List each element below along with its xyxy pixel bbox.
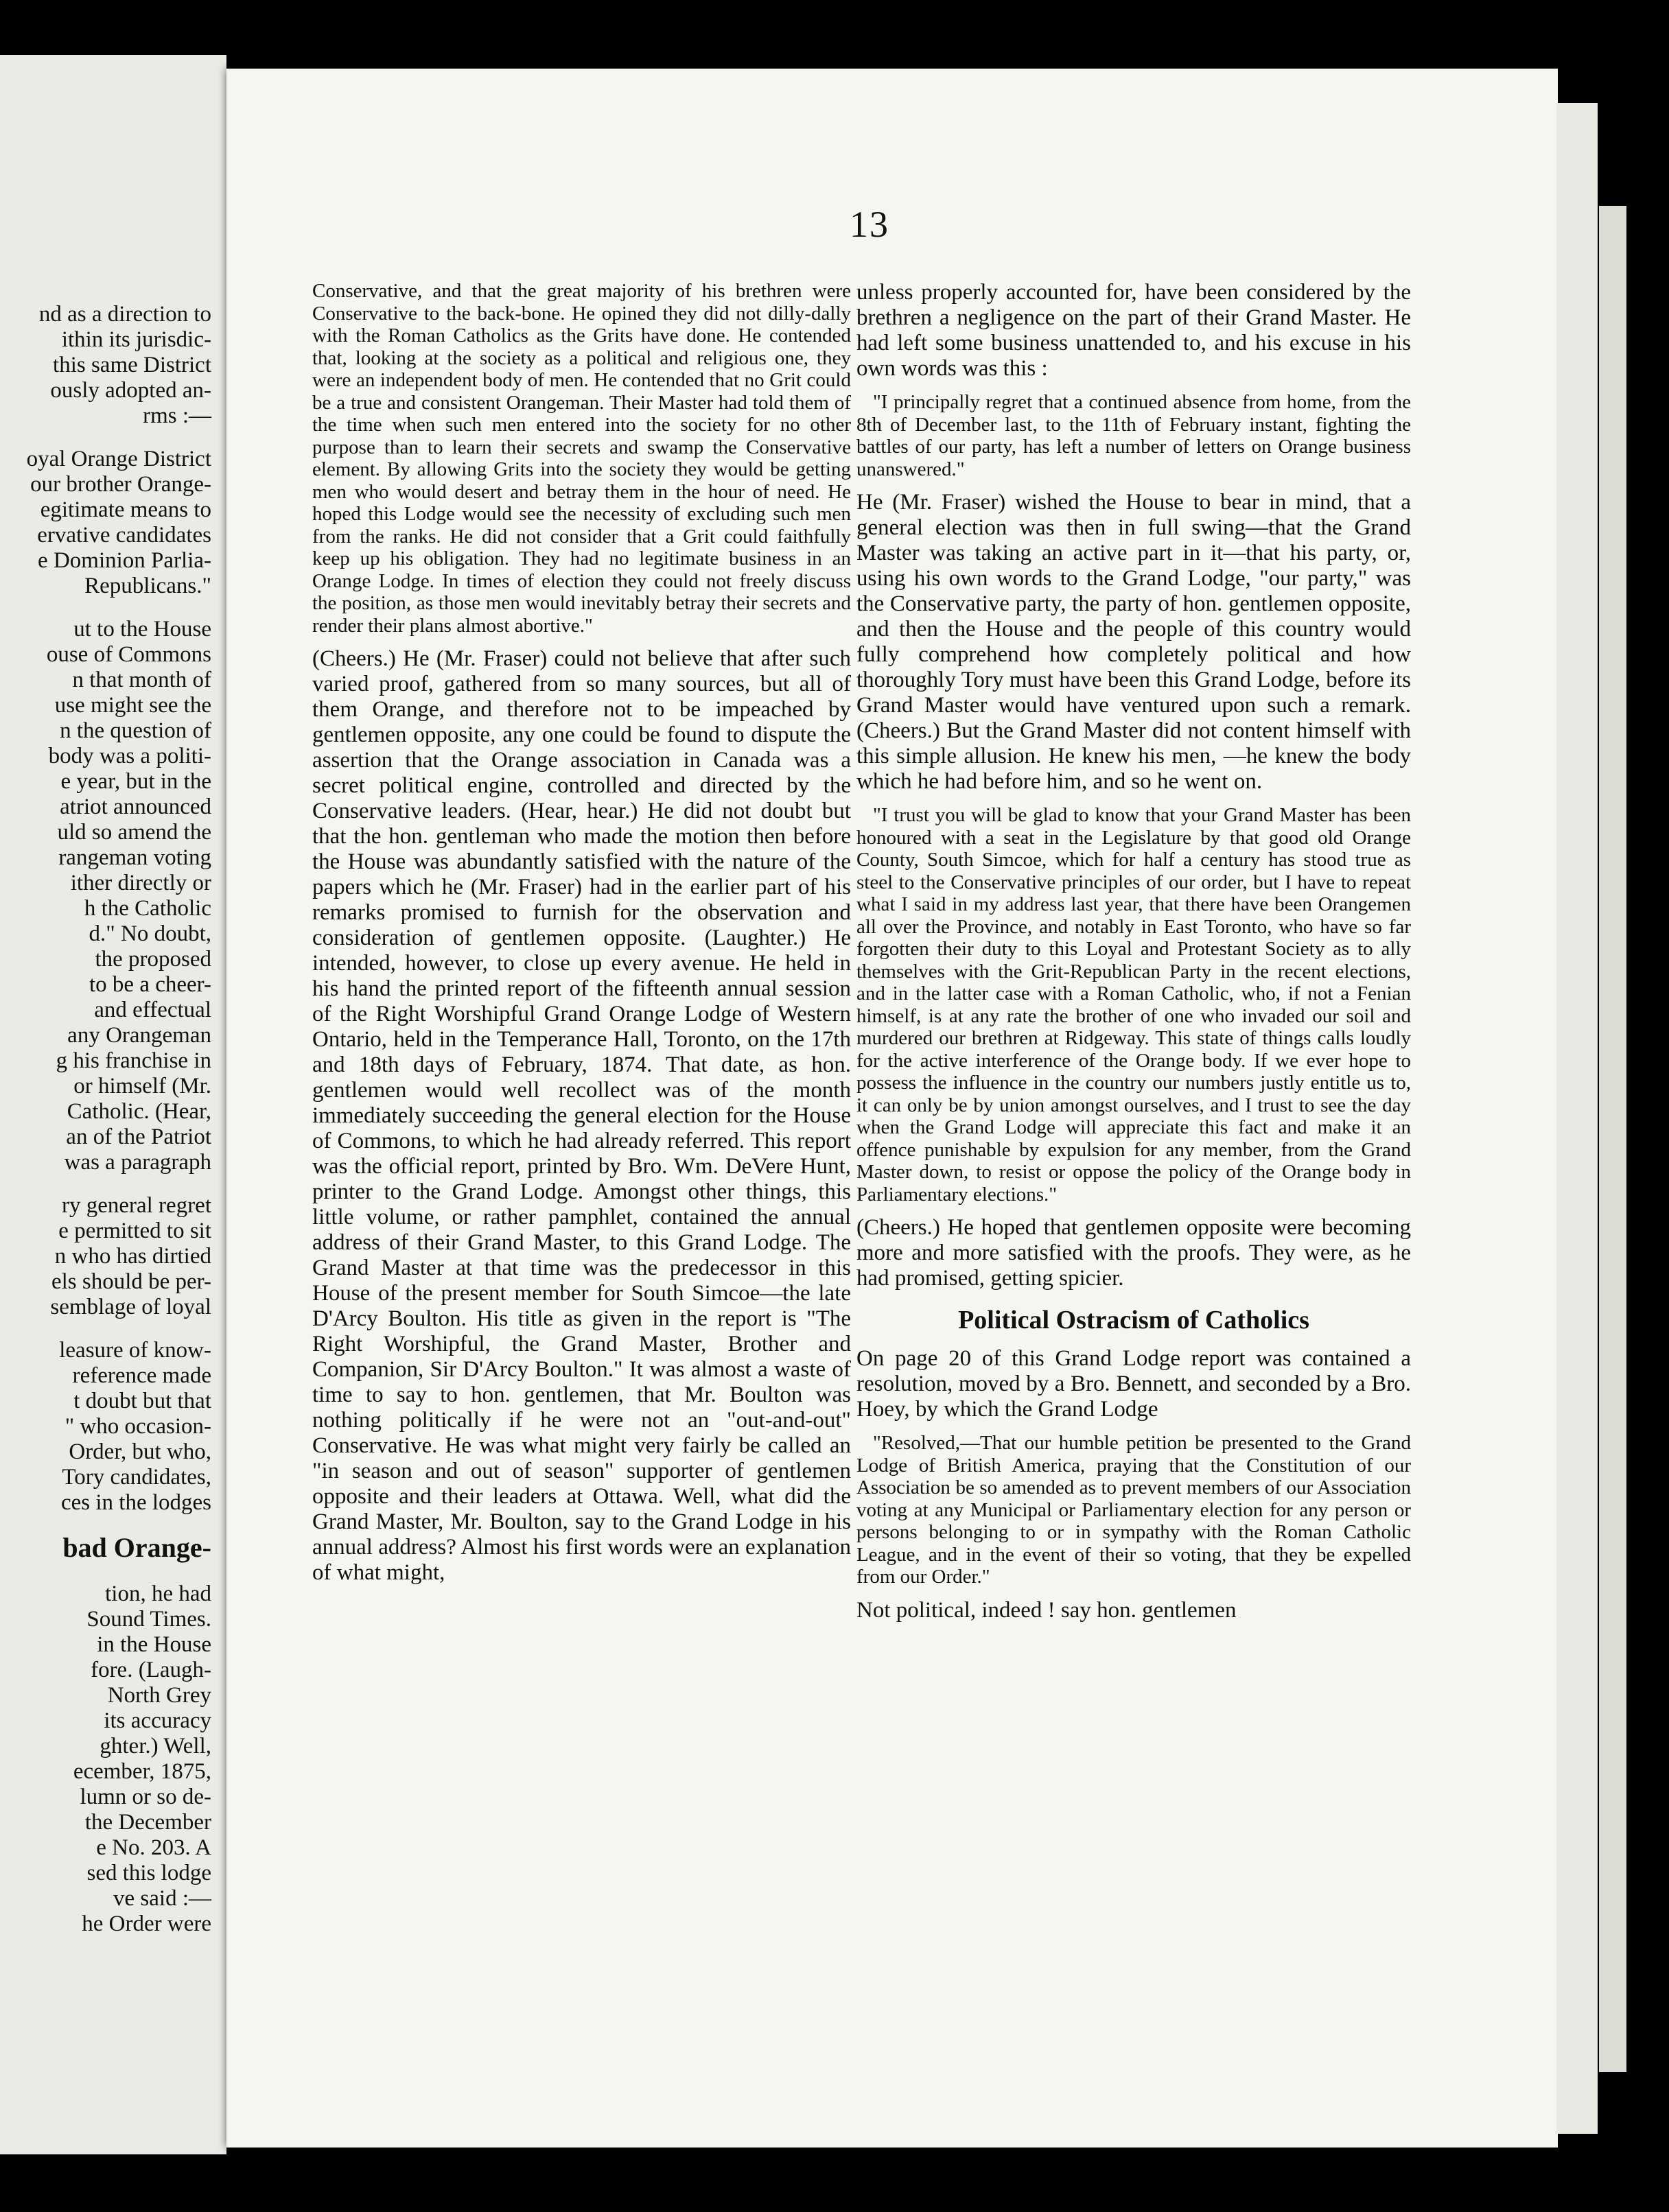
prev-page-line: an of the Patriot: [66, 1125, 211, 1149]
prev-page-line: ve said :—: [113, 1886, 211, 1911]
prev-page-line: n the question of: [60, 718, 211, 743]
prev-page-line: h the Catholic: [84, 896, 211, 921]
prev-page-line: n that month of: [72, 668, 211, 692]
prev-page-line: oyal Orange District: [26, 447, 211, 471]
body-paragraph: (Cheers.) He hoped that gentlemen opposite were becoming more and more satisfied with the proofs. They were, as he had promised, getting spicier.: [856, 1215, 1411, 1291]
prev-page-line: n who has dirtied: [54, 1244, 211, 1269]
prev-page-line: in the House: [97, 1632, 211, 1657]
prev-page-line: ervative candidates: [37, 523, 211, 548]
prev-page-line: " who occasion-: [65, 1414, 211, 1439]
prev-page-line: rms :—: [143, 403, 211, 428]
prev-page-line: nd as a direction to: [38, 302, 211, 327]
prev-page-line: leasure of know-: [59, 1338, 211, 1363]
prev-page-line: he Order were: [82, 1911, 211, 1936]
prev-page-block-b: [0, 447, 226, 599]
prev-page-line: Republicans.": [84, 574, 211, 598]
prev-page-line: t doubt but that: [73, 1389, 211, 1413]
prev-page-line: rangeman voting: [58, 845, 211, 870]
prev-page-block-f: [0, 1581, 226, 1937]
column-left: [312, 280, 851, 1586]
column-right: [856, 280, 1411, 1623]
previous-page-fragment: [0, 55, 226, 2154]
prev-page-line: Sound Times.: [86, 1607, 211, 1632]
prev-page-line: ut to the House: [73, 617, 211, 642]
page-edge-2: [1599, 206, 1626, 2072]
prev-page-block-d: [0, 1193, 226, 1320]
section-heading: Political Ostracism of Catholics: [958, 1306, 1309, 1334]
prev-page-line: any Orangeman: [67, 1023, 211, 1048]
prev-page-heading: bad Orange-: [62, 1532, 211, 1563]
body-paragraph: Not political, indeed ! say hon. gentlemen: [856, 1597, 1237, 1623]
prev-page-block-a: [0, 302, 226, 429]
prev-page-block-e: [0, 1338, 226, 1516]
page-edge: [1556, 103, 1598, 2134]
prev-page-line: ously adopted an-: [50, 378, 211, 403]
prev-page-line: our brother Orange-: [30, 472, 211, 497]
prev-page-line: the proposed: [95, 947, 211, 972]
prev-page-line: uld so amend the: [57, 820, 211, 845]
prev-page-line: or himself (Mr.: [73, 1074, 211, 1098]
page-number: 13: [850, 204, 889, 245]
prev-page-line: to be a cheer-: [89, 972, 211, 997]
prev-page-line: e permitted to sit: [58, 1219, 211, 1243]
prev-page-line: els should be per-: [51, 1269, 211, 1294]
prev-page-line: Tory candidates,: [62, 1465, 211, 1490]
body-paragraph: He (Mr. Fraser) wished the House to bear in mind, that a general election was then in full swing—that the Grand Master was taking an active part in it—that his party, or, using his own words to the Grand Lodge, "our party," was the Conservative party, the party of hon. gentlemen opposite, and then the House and the people of this country would fully comprehend how completely political and how thoroughly Tory must have been this Grand Lodge, before its Grand Master would have ventured upon such a remark. (Cheers.) But the Grand Master did not content himself with this simple allusion. He knew his men, —he knew the body which he had before him, and so he went on.: [856, 490, 1411, 794]
prev-page-line: North Grey: [107, 1683, 211, 1708]
prev-page-line: ither directly or: [70, 871, 211, 895]
prev-page-line: g his franchise in: [56, 1048, 211, 1073]
prev-page-line: egitimate means to: [40, 497, 211, 522]
prev-page-line: e No. 203. A: [96, 1835, 211, 1860]
prev-page-line: e year, but in the: [60, 769, 211, 794]
prev-page-line: ouse of Commons: [46, 642, 211, 667]
prev-page-line: fore. (Laugh-: [91, 1658, 211, 1682]
prev-page-line: this same District: [53, 353, 211, 377]
prev-page-line: tion, he had: [105, 1581, 211, 1606]
body-paragraph: On page 20 of this Grand Lodge report was contained a resolution, moved by a Bro. Bennett, and seconded by a Bro. Hoey, by which the Grand Lodge: [856, 1346, 1411, 1422]
block-quote: "Resolved,—That our humble petition be presented to the Grand Lodge of British America, praying that the Constitution of our Association be so amended as to prevent members of our Association voting at any Municipal or Parliamentary election for any person or persons belonging to or in sympathy with the Roman Catholic League, and in the event of their so voting, that they be expelled from our Order.": [856, 1432, 1411, 1588]
prev-page-line: ghter.) Well,: [100, 1734, 211, 1758]
prev-page-line: Order, but who,: [69, 1439, 211, 1464]
prev-page-line: ry general regret: [61, 1193, 211, 1218]
block-quote: "I principally regret that a continued absence from home, from the 8th of December last, to the 11th of February instant, fighting the battles of our party, has left a number of letters on Orange business unanswered.": [856, 391, 1411, 480]
prev-page-line: ecember, 1875,: [73, 1759, 211, 1784]
prev-page-line: sed this lodge: [86, 1861, 211, 1885]
prev-page-line: and effectual: [94, 998, 211, 1022]
prev-page-line: ces in the lodges: [60, 1490, 211, 1515]
prev-page-line: lumn or so de-: [80, 1785, 211, 1809]
prev-page-block-c: [0, 617, 226, 1175]
prev-page-line: body was a politi-: [48, 744, 211, 768]
prev-page-line: e Dominion Parlia-: [38, 548, 211, 573]
prev-page-line: was a paragraph: [64, 1150, 211, 1175]
prev-page-line: atriot announced: [60, 795, 211, 819]
body-paragraph: (Cheers.) He (Mr. Fraser) could not believe that after such varied proof, gathered from so many sources, but all of them Orange, and therefore not to be impeached by gentlemen opposite, any one could be found to dispute the assertion that the Orange association in Canada was a secret political engine, controlled and directed by the Conservative leaders. (Hear, hear.) He did not doubt but that the hon. gentleman who made the motion then before the House was abundantly satisfied with the nature of the papers which he (Mr. Fraser) had in the earlier part of his remarks promised to furnish for the observation and consideration of gentlemen opposite. (Laughter.) He intended, however, to close up every avenue. He held in his hand the printed report of the fifteenth annual session of the Right Worshipful Grand Orange Lodge of Western Ontario, held in the Temperance Hall, Toronto, on the 17th and 18th days of February, 1874. That date, as hon. gentlemen would well recollect was of the month immediately succeeding the general election for the House of Commons, to which he had already referred. This report was the official report, printed by Bro. Wm. DeVere Hunt, printer to the Grand Lodge. Amongst other things, this little volume, or rather pamphlet, contained the annual address of their Grand Master, to this Grand Lodge. The Grand Master at that time was the predecessor in this House of the present member for South Simcoe—the late D'Arcy Boulton. His title as given in the report is "The Right Worshipful, the Grand Master, Brother and Companion, Sir D'Arcy Boulton." It was almost a waste of time to say to hon. gentlemen, that Mr. Boulton was nothing politically if he were not an "out-and-out" Conservative. He was what might very fairly be called an "in season and out of season" supporter of gentlemen opposite and their leaders at Ottawa. Well, what did the Grand Master, Mr. Boulton, say to the Grand Lodge in his annual address? Almost his first words were an explanation of what might,: [312, 646, 851, 1585]
prev-page-line: d." No doubt,: [89, 921, 211, 946]
quoted-address-continuation: Conservative, and that the great majority of his brethren were Conservative to the back-bone. He opined they did not dilly-dally with the Roman Catholics as the Grits have done. He contended that, looking at the society as a political and religious one, they were an independent body of men. He contended that no Grit could be a true and consistent Orangeman. Their Master had told them of the time when such men entered into the society for no other purpose than to learn their secrets and swamp the Conservative element. By allowing Grits into the society they would be getting men who would desert and betray them in the hour of need. He hoped this Lodge would see the necessity of excluding such men from the ranks. He did not consider that a Grit could faithfully keep up his obligation. They had no legitimate business in an Orange Lodge. In times of election they could not freely discuss the position, as those men would inevitably betray their secrets and render their plans almost abortive.": [312, 280, 851, 637]
prev-page-line: ithin its jurisdic-: [61, 327, 211, 352]
prev-page-line: use might see the: [54, 693, 211, 718]
prev-page-line: the December: [84, 1810, 211, 1835]
prev-page-line: its accuracy: [104, 1708, 211, 1733]
body-paragraph: unless properly accounted for, have been considered by the brethren a negligence on the part of their Grand Master. He had left some business unattended to, and his excuse in his own words was this :: [856, 280, 1411, 381]
prev-page-line: Catholic. (Hear,: [67, 1099, 211, 1124]
prev-page-line: semblage of loyal: [50, 1295, 211, 1319]
prev-page-line: reference made: [72, 1363, 211, 1388]
block-quote: "I trust you will be glad to know that your Grand Master has been honoured with a seat in the Legislature by that good old Orange County, South Simcoe, which for half a century has stood true as steel to the Conservative principles of our order, but I have to repeat what I said in my address last year, that there have been Orangemen all over the Province, and notably in East Toronto, who have so far forgotten their duty to this Loyal and Protestant Society as to ally themselves with the Grit-Republican Party in the recent elections, and in the latter case with a Roman Catholic, who, if not a Fenian himself, is at any rate the brother of one who invaded our soil and murdered our brethren at Ridgeway. This state of things calls loudly for the active interference of the Orange body. If we ever hope to possess the influence in the country our numbers justly entitle us to, it can only be by union amongst ourselves, and I trust to see the day when the Grand Lodge will appreciate this fact and make it an offence punishable by expulsion for any member, from the Grand Master down, to resist or oppose the policy of the Orange body in Parliamentary elections.": [856, 804, 1411, 1205]
